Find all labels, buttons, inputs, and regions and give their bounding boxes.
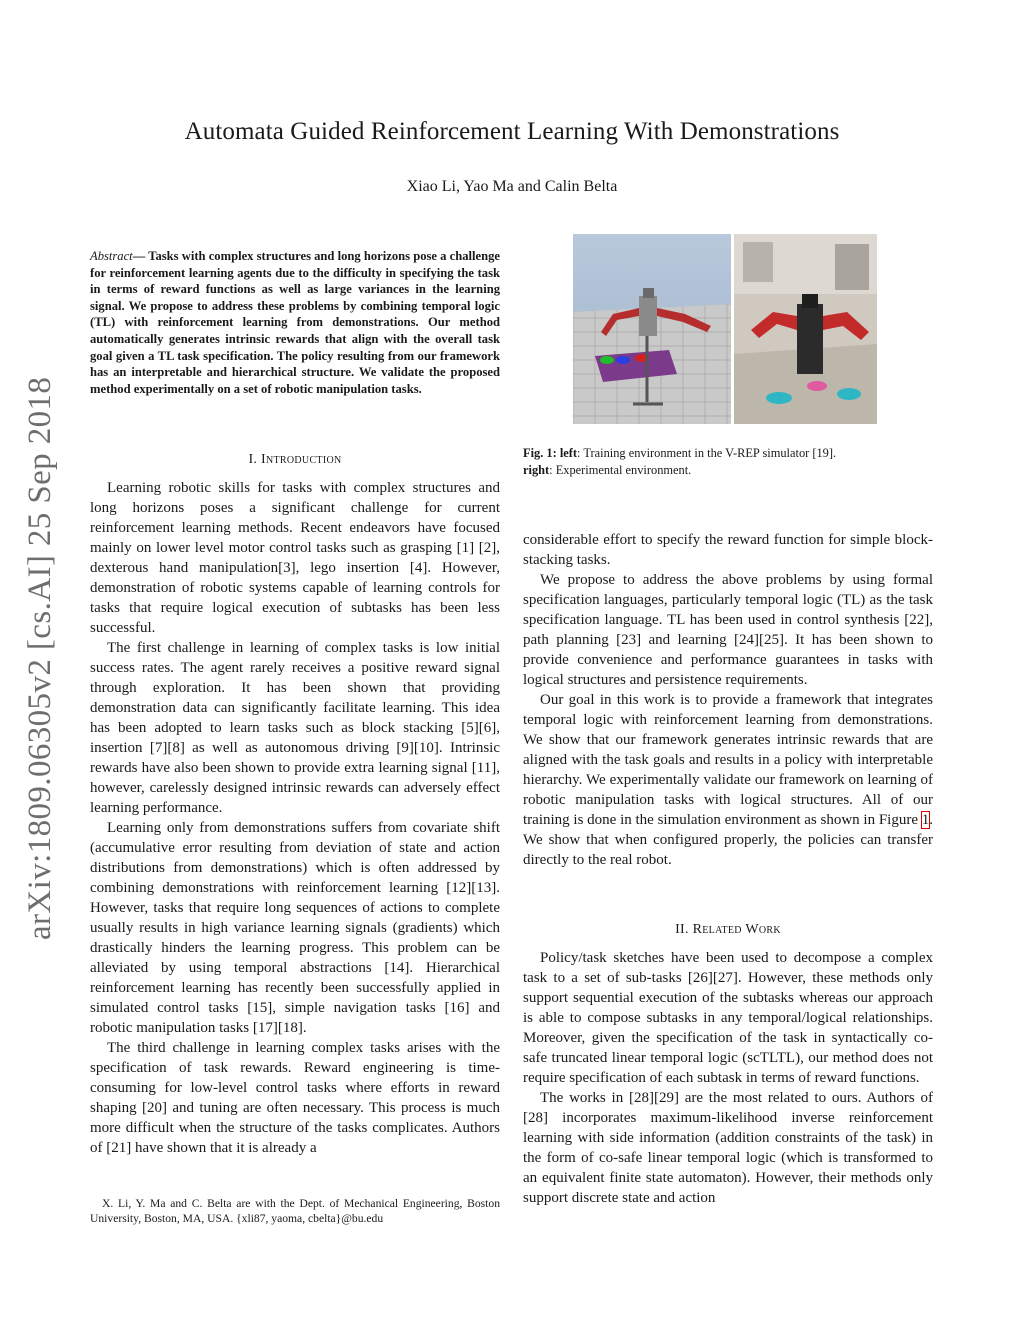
paragraph: Learning only from demonstrations suffers from covariate shift (accumulative error resulting from deviation of state and action distributions from demonstrations) which is often addressed by combining demonstrations with reinforcement learning [12][13]. However, tasks that require long sequences of actions to complete usually results in high variance learning signals (gradients) which drastically hinders the learning progress. This problem can be alleviated by using temporal abstractions [14]. Hierarchical reinforcement learning has recently been successfully applied in simulated control tasks [15], simple navigation tasks [16] and robotic manipulation tasks [17][18]. [90, 820, 500, 1036]
figure-1-caption [523, 445, 933, 478]
blue-disk [616, 356, 630, 364]
section-heading-related-work [523, 922, 933, 938]
related-work-body [523, 948, 933, 1208]
introduction-body [90, 478, 500, 1158]
section-heading-introduction [90, 452, 500, 468]
robot-body [639, 296, 657, 336]
caption-left-text: : Training environment in the V-REP simulator [19]. [577, 446, 837, 460]
paragraph [523, 690, 933, 870]
caption-right-text: : Experimental environment. [549, 462, 692, 477]
paper-authors: Xiao Li, Yao Ma and Calin Belta [406, 178, 618, 195]
arxiv-sidebar-id: arXiv:1809.06305v2 [cs.AI] 25 Sep 2018 [22, 376, 58, 940]
abstract-dash: — [132, 249, 149, 263]
section-title: Introduction [261, 452, 342, 467]
cyan-disk [766, 392, 792, 404]
figure-reference-link[interactable]: 1 [921, 812, 930, 828]
section-number: I. [248, 452, 262, 467]
paragraph: We propose to address the above problems by using formal specification languages, particularly temporal logic (TL) as the task specification language. TL has been used in control synthesis [22], path planning [23] and learning [24][25]. It has been shown to provide convenience and performance guarantees in tasks with logical structures and persistence requirements. [523, 572, 933, 688]
paragraph: The third challenge in learning complex tasks arises with the specification of task rewards. Reward engineering is time-consuming for low-level control tasks where efforts in reward shaping [20] and tuning are often necessary. This process is much more difficult when the structure of the tasks complicates. Authors of [21] have shown that it is already a [90, 1040, 500, 1156]
caption-right-label: right [523, 462, 550, 477]
abstract-text: Tasks with complex structures and long horizons pose a challenge for reinforcement learning agents due to the difficulty in specifying the task in terms of reward functions as well as large variances in the learning signal. We propose to address these problems by combining temporal logic (TL) with reinforcement learning from demonstrations. Our method automatically generates intrinsic rewards that align with the overall task goal given a TL task specification. The policy resulting from our framework has an interpretable and hierarchical structure. We validate the proposed method experimentally on a set of robotic manipulation tasks. [90, 249, 500, 396]
introduction-body-continued [523, 530, 933, 870]
paragraph: Policy/task sketches have been used to decompose a complex task to a set of sub-tasks [26][27]. However, these methods only support sequential execution of the subtasks whereas our approach is able to compose subtasks in any temporal/logical relationships. Moreover, given the specification of the task in syntactically co-safe truncated linear temporal logic (scTLTL), our method does not require specification of each subtask in terms of reward functions. [523, 950, 933, 1086]
paragraph: considerable effort to specify the reward function for simple block-stacking tasks. [523, 532, 933, 568]
paragraph-text: . We show that when configured properly, the policies can transfer directly to the real robot. [523, 812, 933, 868]
figure-1-images [573, 234, 877, 424]
author-footnote [90, 1196, 500, 1226]
real-robot-photo [734, 234, 877, 424]
paragraph: Learning robotic skills for tasks with complex structures and long horizons poses a significant challenge for current reinforcement learning methods. Recent endeavors have focused mainly on lower level motor control tasks such as grasping [1] [2], dexterous hand manipulation[3], lego insertion [4]. However, demonstration of robotic systems capable of learning controls for tasks that require logical execution of subtasks has been less successful. [90, 480, 500, 636]
section-title: Related Work [692, 922, 781, 937]
caption-label: Fig. 1: [523, 446, 557, 460]
paper-title: Automata Guided Reinforcement Learning With Demonstrations [184, 118, 840, 145]
pink-disk [807, 381, 827, 391]
green-disk [600, 356, 614, 364]
abstract-label: Abstract [90, 249, 133, 263]
caption-left-label: left [559, 446, 578, 460]
cyan-disk [837, 388, 861, 400]
footnote-text: X. Li, Y. Ma and C. Belta are with the Dept. of Mechanical Engineering, Boston University, Boston, MA, USA. {xli87, yaoma, cbelta}@bu.edu [90, 1197, 500, 1225]
paragraph: The works in [28][29] are the most related to ours. Authors of [28] incorporates maximum-likelihood inverse reinforcement learning with side information (addition constraints of the task) in the form of co-safe linear temporal logic (which is transformed to an equivalent finite state automaton). However, their methods only support discrete state and action [523, 1090, 933, 1206]
section-number: II. [675, 922, 693, 937]
robot-body [797, 304, 823, 374]
paragraph-text: Our goal in this work is to provide a framework that integrates temporal logic with reinforcement learning from demonstrations. We show that our framework generates intrinsic rewards that are aligned with the task goals and results in a policy with interpretable hierarchy. We experimentally validate our framework on learning of robotic manipulation tasks with logical structures. All of our training is done in the simulation environment as shown in Figure [523, 692, 933, 828]
abstract [90, 248, 500, 397]
paragraph: The first challenge in learning of complex tasks is low initial success rates. The agent rarely receives a positive reward signal through exploration. It has been shown that providing demonstration data can significantly facilitate learning. This idea has been adopted to learn tasks such as block stacking [5][6], insertion [7][8] as well as autonomous driving [9][10]. Intrinsic rewards have also been shown to provide extra learning signal [11], however, carelessly designed intrinsic rewards can adversely effect learning performance. [90, 640, 500, 816]
simulator-image [573, 234, 731, 424]
